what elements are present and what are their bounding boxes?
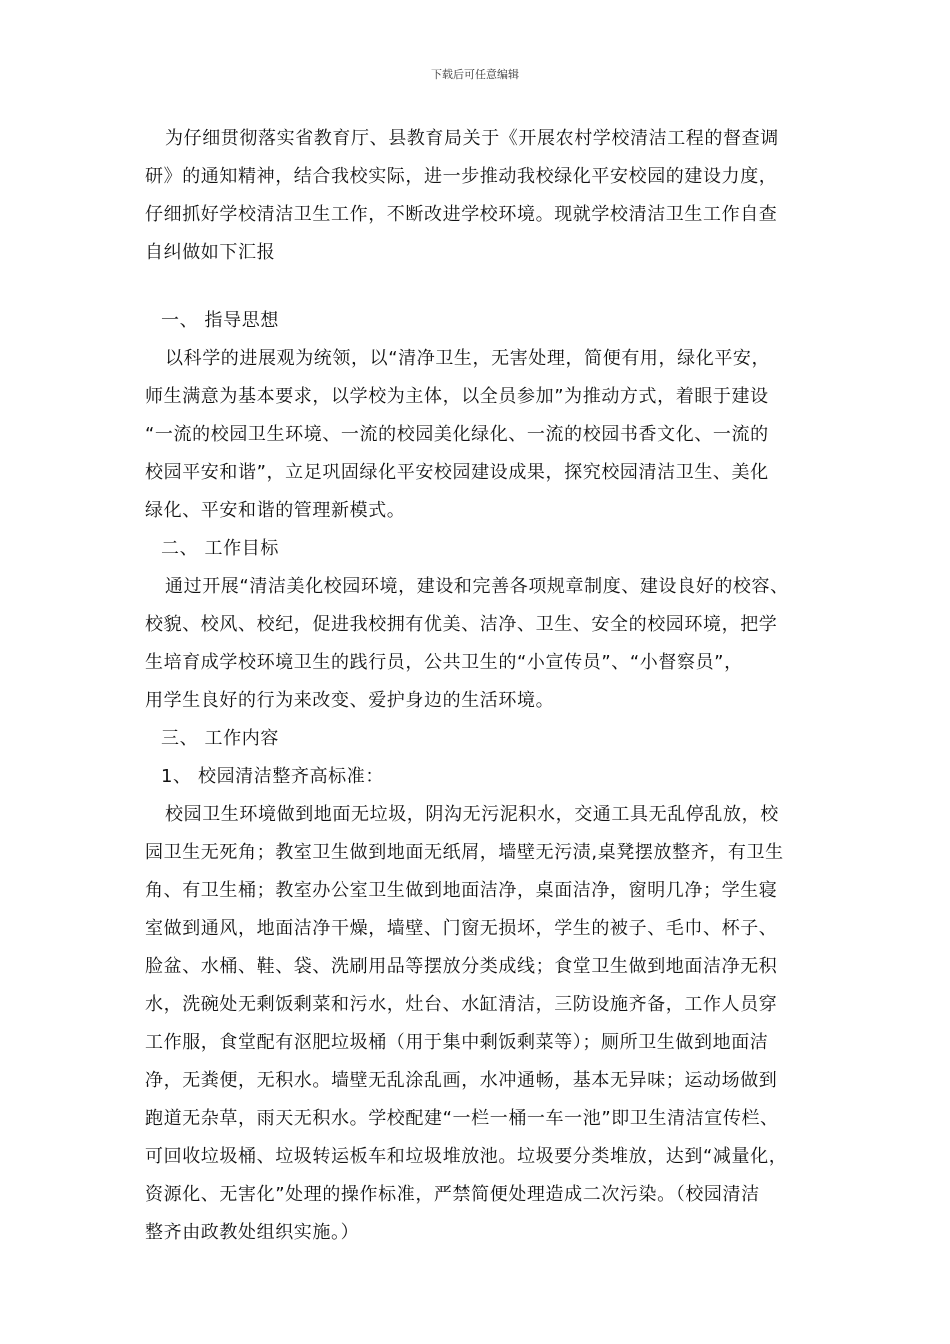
intro-line: 研》的通知精神，结合我校实际，进一步推动我校绿化平安校园的建设力度，	[145, 166, 778, 187]
paragraph-line: 工作服，食堂配有沤肥垃圾桶（用于集中剩饭剩菜等）；厕所卫生做到地面洁	[145, 1032, 769, 1053]
paragraph-line: 水，洗碗处无剩饭剩菜和污水，灶台、水缸清洁，三防设施齐备，工作人员穿	[145, 994, 778, 1015]
paragraph-line: 绿化、平安和谐的管理新模式。	[145, 500, 406, 521]
paragraph-line: 师生满意为基本要求，以学校为主体，以全员参加”为推动方式，着眼于建设	[145, 386, 769, 407]
paragraph-line: 生培育成学校环境卫生的践行员，公共卫生的“小宣传员”、“小督察员”，	[145, 652, 743, 673]
document-body	[145, 120, 810, 1252]
paragraph-line: 校园平安和谐”，立足巩固绿化平安校园建设成果，探究校园清洁卫生、美化	[145, 462, 769, 483]
paragraph-line: 可回收垃圾桶、垃圾转运板车和垃圾堆放池。垃圾要分类堆放，达到“减量化，	[145, 1146, 788, 1167]
paragraph-line: 校园卫生环境做到地面无垃圾，阴沟无污泥积水，交通工具无乱停乱放，校	[165, 804, 779, 825]
paragraph-line: 跑道无杂草，雨天无积水。学校配建“一栏一桶一车一池”即卫生清洁宣传栏、	[145, 1108, 779, 1129]
paragraph-line: 净，无粪便，无积水。墙壁无乱涂乱画，水冲通畅，基本无异味；运动场做到	[145, 1070, 778, 1091]
paragraph-line: 用学生良好的行为来改变、爱护身边的生活环境。	[145, 690, 555, 711]
paragraph-line: 脸盆、水桶、鞋、袋、洗刷用品等摆放分类成线；食堂卫生做到地面洁净无积	[145, 956, 778, 977]
paragraph-gap	[145, 272, 810, 302]
section-heading: 二、 工作目标	[161, 538, 279, 559]
paragraph-line: 通过开展“清洁美化校园环境，建设和完善各项规章制度、建设良好的校容、	[165, 576, 789, 597]
paragraph-line: 以科学的进展观为统领，以“清净卫生，无害处理，简便有用，绿化平安，	[165, 348, 771, 369]
section-heading: 三、 工作内容	[161, 728, 279, 749]
intro-line: 仔细抓好学校清洁卫生工作，不断改进学校环境。现就学校清洁卫生工作自查	[145, 204, 778, 225]
subsection-heading: 1、 校园清洁整齐高标准：	[161, 766, 384, 787]
header-note: 下载后可任意编辑	[431, 68, 519, 81]
paragraph-line: 整齐由政教处组织实施。）	[145, 1222, 360, 1243]
paragraph-line: 资源化、无害化”处理的操作标准，严禁简便处理造成二次污染。（校园清洁	[145, 1184, 760, 1205]
paragraph-line: 室做到通风，地面洁净干燥，墙壁、门窗无损坏，学生的被子、毛巾、杯子、	[145, 918, 778, 939]
section-heading: 一、 指导思想	[161, 310, 279, 331]
intro-line: 为仔细贯彻落实省教育厅、县教育局关于《开展农村学校清洁工程的督查调	[165, 128, 779, 149]
paragraph-line: 校貌、校风、校纪，促进我校拥有优美、洁净、卫生、安全的校园环境，把学	[145, 614, 778, 635]
paragraph-line: “一流的校园卫生环境、一流的校园美化绿化、一流的校园书香文化、一流的	[145, 424, 769, 445]
paragraph-line: 角、有卫生桶；教室办公室卫生做到地面洁净，桌面洁净，窗明几净；学生寝	[145, 880, 778, 901]
intro-line: 自纠做如下汇报	[145, 242, 276, 263]
paragraph-line: 园卫生无死角；教室卫生做到地面无纸屑，墙壁无污渍,桌凳摆放整齐，有卫生	[145, 842, 784, 863]
